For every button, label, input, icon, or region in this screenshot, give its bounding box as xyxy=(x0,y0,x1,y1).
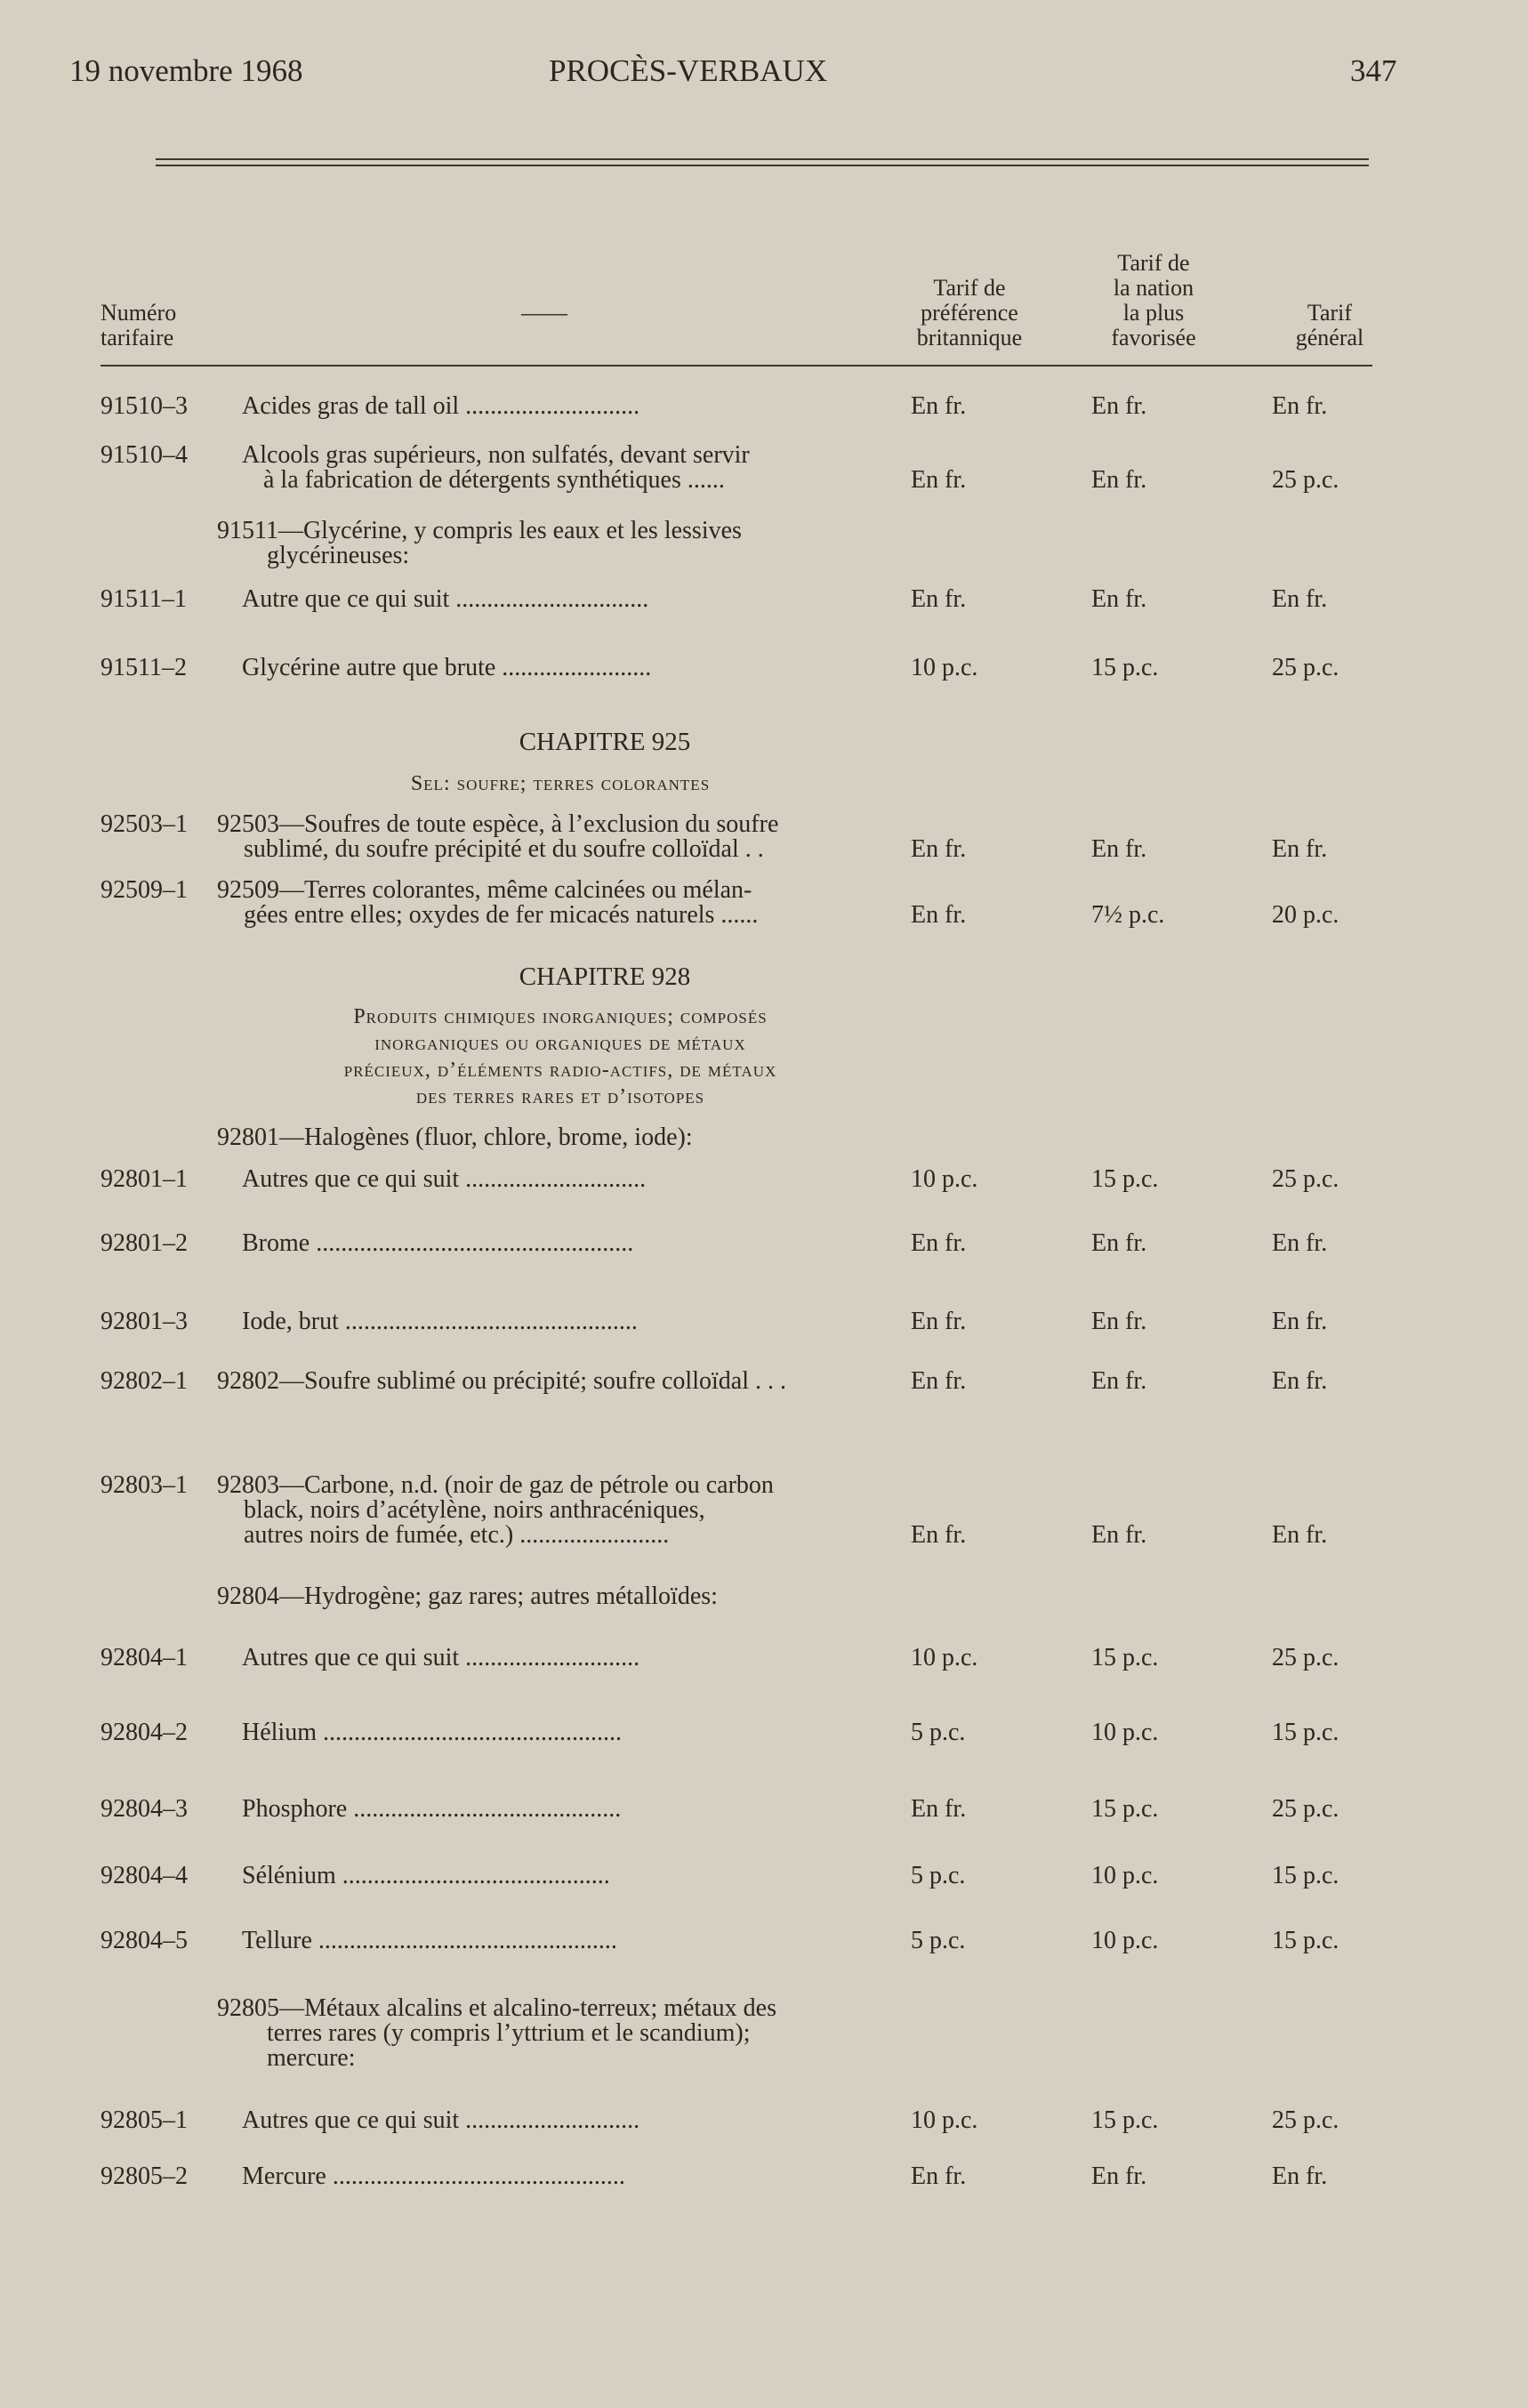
chapter-subtitle: Produits chimiques inorganiques; composés inorganiques ou organiques de métaux précieux, d’éléments radio-actifs, de métaux des terres rares et d’isotopes xyxy=(343,1005,777,1108)
header-rule-top xyxy=(156,158,1369,160)
page-date: 19 novembre 1968 xyxy=(69,53,303,88)
chapter-title: CHAPITRE 928 xyxy=(519,962,691,991)
chapter-subtitle: Sel: soufre; terres colorantes xyxy=(410,772,711,795)
column-header-british-preference: Tarif de préférence britannique xyxy=(916,275,1023,350)
column-header-rule xyxy=(101,365,1372,366)
column-header-number: Numéro tarifaire xyxy=(101,300,177,350)
header-rule-bottom xyxy=(156,165,1369,166)
column-header-general-tariff: Tarif général xyxy=(1295,300,1364,350)
chapter-title: CHAPITRE 925 xyxy=(519,728,691,756)
column-header-most-favoured-nation: Tarif de la nation la plus favorisée xyxy=(1111,250,1196,350)
page-title: PROCÈS-VERBAUX xyxy=(549,53,828,88)
page-number: 347 xyxy=(1350,53,1397,88)
column-header-description: —— xyxy=(521,300,567,326)
